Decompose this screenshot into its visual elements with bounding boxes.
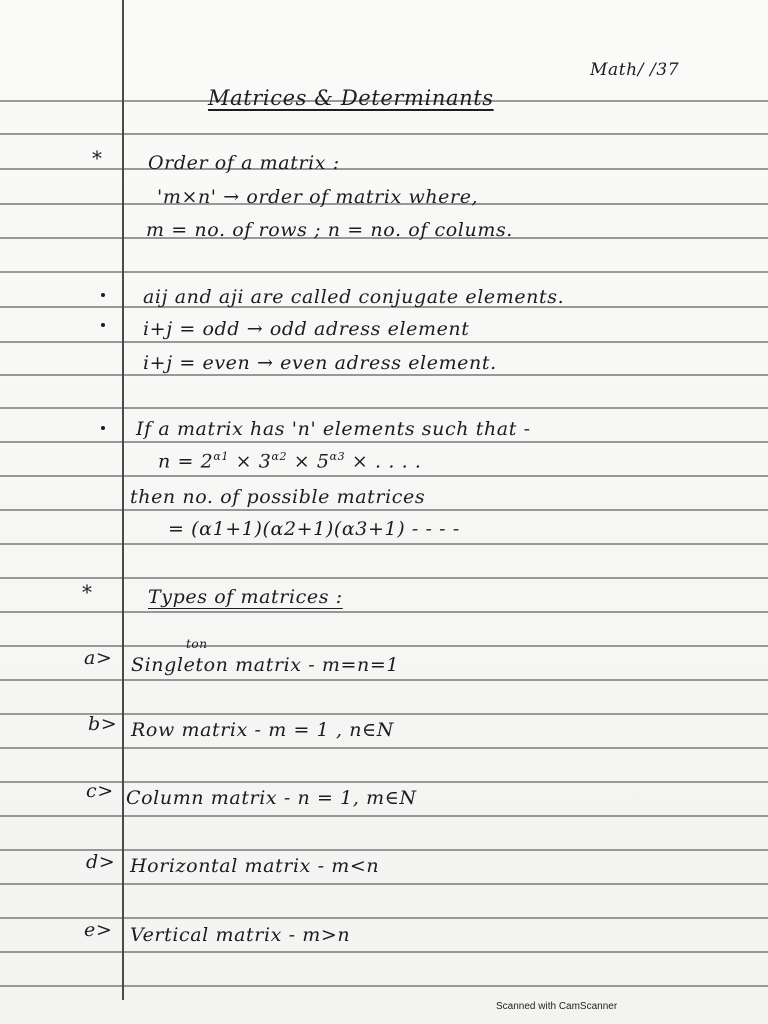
ruled-line xyxy=(0,883,768,885)
ruled-line xyxy=(0,475,768,477)
ruled-line xyxy=(0,611,768,613)
ruled-line xyxy=(0,407,768,409)
possible-line-1: If a matrix has 'n' elements such that - xyxy=(136,418,531,440)
ruled-line xyxy=(0,509,768,511)
ruled-line xyxy=(0,577,768,579)
types-heading: Types of matrices : xyxy=(148,586,343,608)
list-marker: a> xyxy=(84,647,113,669)
list-marker: b> xyxy=(88,713,118,735)
list-item: Singleton matrix - m=n=1 xyxy=(131,654,400,676)
conjugate-line-2: i+j = odd → odd adress element xyxy=(143,318,470,340)
ruled-line xyxy=(0,441,768,443)
ruled-line xyxy=(0,679,768,681)
list-item: Vertical matrix - m>n xyxy=(130,924,351,946)
ruled-line xyxy=(0,917,768,919)
ruled-line xyxy=(0,747,768,749)
star-bullet: * xyxy=(82,580,92,604)
ruled-line xyxy=(0,815,768,817)
ruled-line xyxy=(0,133,768,135)
list-item: Column matrix - n = 1, m∈N xyxy=(126,787,417,809)
possible-line-4: = (α1+1)(α2+1)(α3+1) - - - - xyxy=(168,518,460,540)
order-line-2: m = no. of rows ; n = no. of colums. xyxy=(146,219,513,241)
ruled-line xyxy=(0,374,768,376)
ruled-line xyxy=(0,951,768,953)
list-item: Horizontal matrix - m<n xyxy=(130,855,380,877)
scanner-footer: Scanned with CamScanner xyxy=(496,1001,618,1012)
list-marker: e> xyxy=(84,919,113,941)
bullet-dot xyxy=(101,323,105,327)
ruled-line xyxy=(0,985,768,987)
ruled-line xyxy=(0,645,768,647)
page-reference: Math/ /37 xyxy=(590,60,680,80)
order-line-1: 'm×n' → order of matrix where, xyxy=(157,186,479,208)
ruled-line xyxy=(0,341,768,343)
ruled-line xyxy=(0,543,768,545)
list-marker: c> xyxy=(86,780,114,802)
star-bullet: * xyxy=(92,146,102,170)
list-marker: d> xyxy=(86,851,116,873)
ruled-line xyxy=(0,168,768,170)
conjugate-line-1: aij and aji are called conjugate elements. xyxy=(143,286,565,308)
possible-line-3: then no. of possible matrices xyxy=(130,486,426,508)
list-item: Row matrix - m = 1 , n∈N xyxy=(131,719,394,741)
conjugate-line-3: i+j = even → even adress element. xyxy=(143,352,497,374)
page-title: Matrices & Determinants xyxy=(208,86,494,110)
ruled-line xyxy=(0,781,768,783)
order-heading: Order of a matrix : xyxy=(148,152,340,174)
bullet-dot xyxy=(101,426,105,430)
possible-line-2: $n = 2^{\alpha 1} \times 3^{\alpha 2} \times 5^{\alpha 3}$ × . . . . xyxy=(158,450,422,473)
ruled-line xyxy=(0,271,768,273)
inserted-text: ton xyxy=(186,637,208,651)
bullet-dot xyxy=(101,293,105,297)
